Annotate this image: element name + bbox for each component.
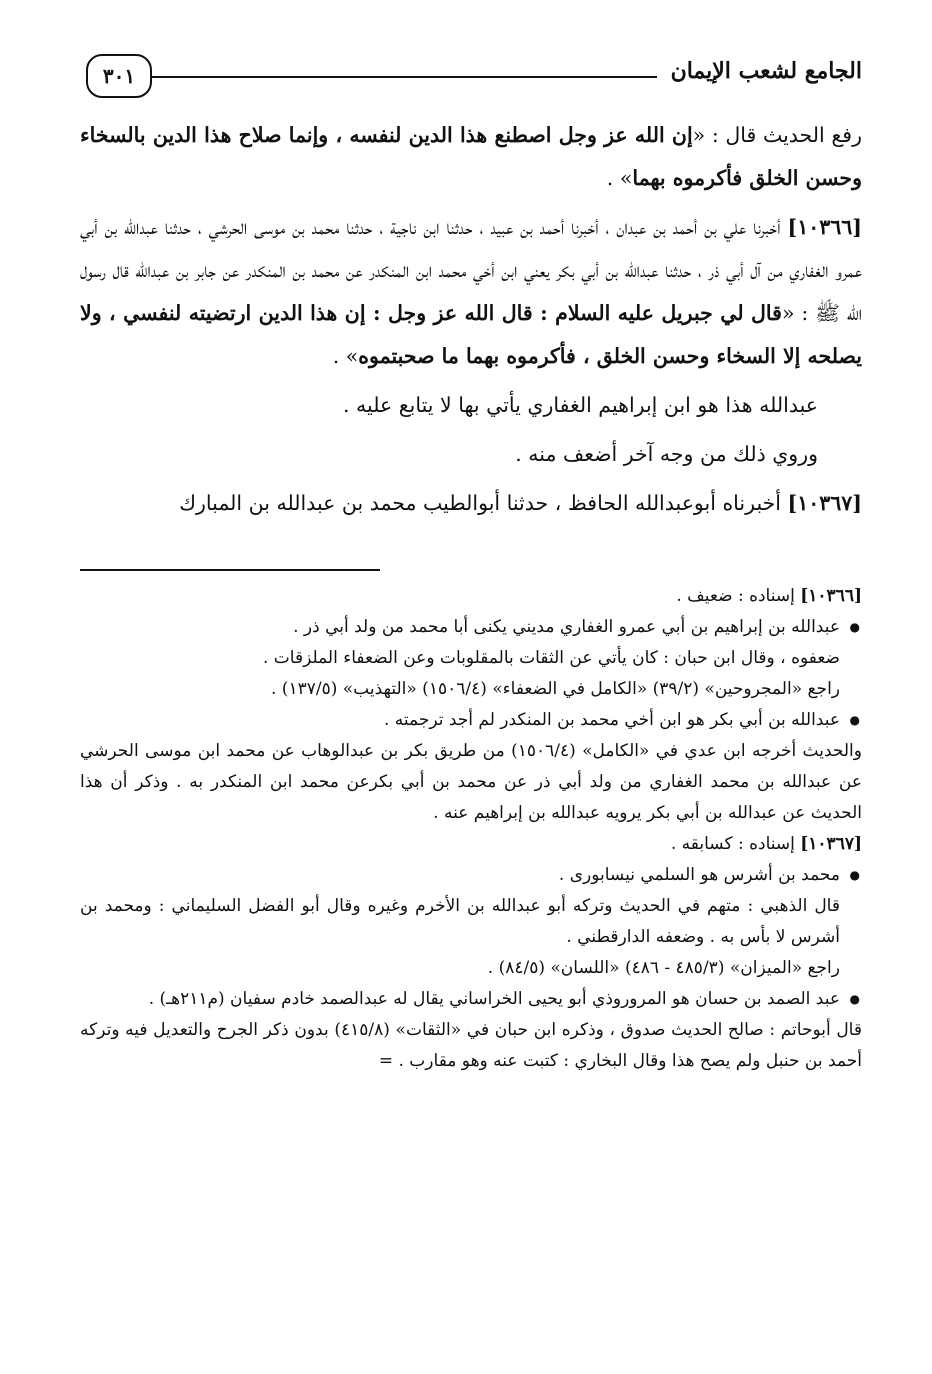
footnote-heading: [١٠٣٦٦] إسناده : ضعيف . — [676, 586, 862, 606]
footnote-line: ضعفوه ، وقال ابن حبان : كان يأتي عن الثقات بالمقلوبات وعن الضعفاء الملزقات . — [262, 648, 840, 668]
hadith-number: [١٠٣٦٦] — [787, 215, 862, 239]
hadith-10366: [١٠٣٦٦] أخبرنا علي بن أحمد بن عبدان ، أخبرنا أحمد بن عبيد ، حدثنا ابن ناجية ، حدثنا محمد بن موسى الحرشي ، حدثنا عبدالله بن أبي عمرو الغفاري من آل أبي ذر ، حدثنا عبدالله بن أبي بكر يعني ابن أخي محمد ابن المنكدر عن محمد بن المنكدر عن جابر بن عبدالله قال رسول الله ﷺ : «قال لي جبريل عليه السلام : قال الله عز وجل : إن هذا الدين ارتضيته لنفسي ، ولا يصلحه إلا السخاء وحسن الخلق ، فأكرموه بهما ما صحبتموه» . — [80, 215, 863, 368]
hadith-10367 — [80, 482, 862, 525]
footnote-paragraph: قال أبوحاتم : صالح الحديث صدوق ، وذكره ابن حبان في «الثقات» (٤١٥/٨) بدون ذكر الجرح والتعديل فيه وتركه أحمد بن حنبل ولم يصح هذا وقال البخاري : كتبت عنه وهو مقارب . = — [80, 1020, 862, 1071]
footnote-paragraph: والحديث أخرجه ابن عدي في «الكامل» (١٥٠٦/٤) من طريق بكر بن عبدالوهاب عن محمد ابن موسى الحرشي عن عبدالله بن محمد الغفاري من ولد أبي ذر عن محمد بن أبي بكرعن محمد ابن المنكدر به . وذكر أن هذا الحديث عن عبدالله بن أبي بكر يرويه عبدالله بن إبراهيم عنه . — [80, 741, 862, 823]
footnote-line: راجع «الميزان» (٤٨٥/٣ - ٤٨٦) «اللسان» (٨٤/٥) . — [487, 958, 840, 978]
hadith-text: إن الله عز وجل اصطنع هذا الدين لنفسه ، وإنما صلاح هذا الدين بالسخاء وحسن الخلق فأكرموه بهما — [80, 123, 862, 190]
isnad-text: أخبرنا علي بن أحمد بن عبدان ، أخبرنا أحمد بن عبيد ، حدثنا ابن ناجية ، حدثنا محمد بن موسى الحرشي ، حدثنا عبدالله بن أبي عمرو الغفاري من آل أبي ذر ، حدثنا عبدالله بن أبي بكر يعني ابن أخي محمد ابن المنكدر عن محمد بن المنكدر عن جابر بن عبدالله قال رسول الله ﷺ : « — [80, 215, 863, 325]
book-page — [80, 40, 862, 1077]
hadith-continuation: رفع الحديث قال : «إن الله عز وجل اصطنع هذا الدين لنفسه ، وإنما صلاح هذا الدين بالسخاء وحسن الخلق فأكرموه بهما» . — [80, 123, 862, 190]
main-text — [80, 114, 862, 525]
comment-paragraph: وروي ذلك من وجه آخر أضعف منه . — [515, 442, 818, 466]
footnote-bullet: ● عبد الصمد بن حسان هو المروروذي أبو يحيى الخراساني يقال له عبدالصمد خادم سفيان (م٢١١هـ) . — [80, 984, 862, 1015]
hadith-number: [١٠٣٦٧] — [787, 491, 862, 515]
footnote-line: راجع «المجروحين» (٣٩/٢) «الكامل في الضعفاء» (١٥٠٦/٤) «التهذيب» (١٣٧/٥) . — [271, 679, 840, 699]
running-title: الجامع لشعب الإيمان — [670, 58, 862, 84]
page-number-badge: ٣٠١ — [86, 54, 152, 98]
isnad-text: أخبرناه أبوعبدالله الحافظ ، حدثنا أبوالطيب محمد بن عبدالله بن المبارك — [179, 491, 788, 515]
comment-paragraph: عبدالله هذا هو ابن إبراهيم الغفاري يأتي بها لا يتابع عليه . — [343, 393, 818, 417]
hadith-text: قال لي جبريل عليه السلام : قال الله عز وجل : إن هذا الدين ارتضيته لنفسي ، ولا يصلحه إلا السخاء وحسن الخلق ، فأكرموه بهما ما صحبتموه — [80, 301, 862, 368]
footnote-heading: [١٠٣٦٧] إسناده : كسابقه . — [670, 834, 862, 854]
footnote-bullet: ● عبدالله بن إبراهيم بن أبي عمرو الغفاري مديني يكنى أبا محمد من ولد أبي ذر . — [80, 612, 862, 643]
footnotes — [80, 581, 862, 1077]
page-header — [80, 40, 862, 114]
footnote-rule — [80, 569, 380, 571]
footnote-bullet: ● عبدالله بن أبي بكر هو ابن أخي محمد بن المنكدر لم أجد ترجمته . — [80, 705, 862, 736]
footnote-line: قال الذهبي : متهم في الحديث وتركه أبو عبدالله بن الأخرم وغيره وقال أبو الفضل السليماني : ومحمد بن أشرس لا بأس به . وضعفه الدارقطني . — [80, 896, 840, 947]
footnote-bullet: ● محمد بن أشرس هو السلمي نيسابورى . — [80, 860, 862, 891]
header-rule — [150, 76, 657, 78]
